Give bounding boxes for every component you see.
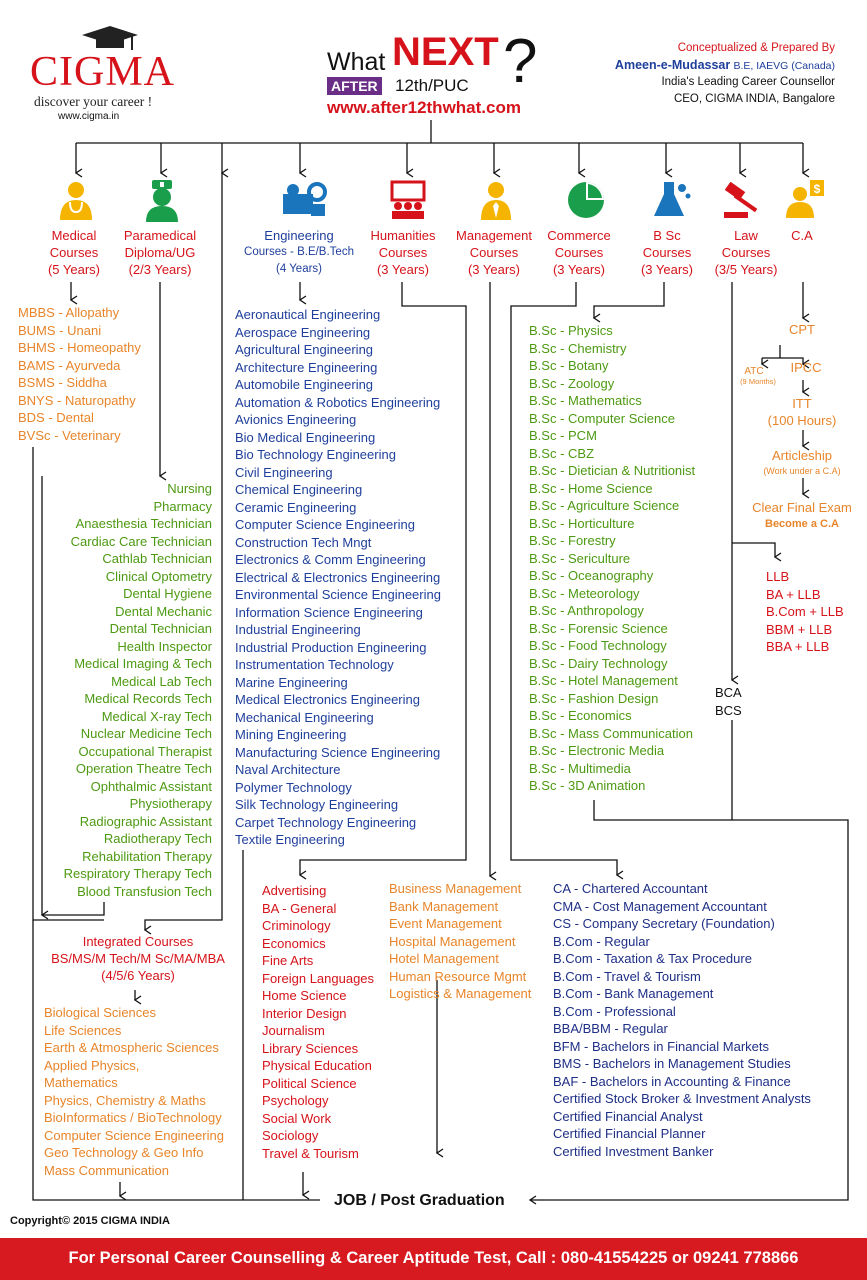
stream-paramedical-l2: Diploma/UG bbox=[124, 245, 196, 260]
stream-commerce-l1: Commerce bbox=[547, 228, 611, 243]
list-item: Radiographic Assistant bbox=[79, 813, 212, 829]
stream-engineering-l3: (4 Years) bbox=[275, 263, 323, 275]
list-item: Silk Technology Engineering bbox=[235, 797, 399, 812]
list-item: BDS - Dental bbox=[18, 410, 94, 425]
stream-humanities-l3: (3 Years) bbox=[376, 262, 430, 277]
brand-url[interactable]: www.cigma.in bbox=[58, 111, 120, 122]
list-item: B.Sc - Agriculture Science bbox=[529, 498, 680, 513]
stream-ca-l1: C.A bbox=[791, 228, 813, 243]
list-item: Sociology bbox=[262, 1128, 319, 1143]
list-item: Computer Science Engineering bbox=[44, 1127, 224, 1143]
svg-text:$: $ bbox=[813, 182, 821, 196]
list-item: BSMS - Siddha bbox=[18, 375, 107, 390]
list-item: Information Science Engineering bbox=[235, 604, 423, 620]
stream-humanities-l1: Humanities bbox=[370, 228, 436, 243]
stream-paramedical-l3: (2/3 Years) bbox=[128, 262, 192, 277]
title-after: AFTER bbox=[327, 77, 382, 95]
list-item: Biological Sciences bbox=[44, 1005, 157, 1020]
list-item: Operation Theatre Tech bbox=[75, 761, 212, 776]
stream-medical[interactable] bbox=[26, 227, 122, 278]
list-item: CMA - Cost Management Accountant bbox=[553, 898, 767, 914]
list-item: BHMS - Homeopathy bbox=[18, 340, 141, 355]
list-item: Hotel Management bbox=[389, 951, 499, 966]
stream-paramedical[interactable] bbox=[112, 227, 208, 278]
doctor-icon bbox=[58, 180, 94, 220]
list-item: BNYS - Naturopathy bbox=[18, 392, 136, 408]
title-next: NEXT bbox=[392, 30, 499, 74]
list-item: Aerospace Engineering bbox=[235, 324, 371, 340]
author-line bbox=[615, 57, 835, 75]
bsc-list bbox=[529, 322, 695, 795]
list-item: Logistics & Management bbox=[389, 986, 532, 1001]
stream-commerce-l3: (3 Years) bbox=[552, 262, 606, 277]
list-item: Respiratory Therapy Tech bbox=[63, 866, 212, 881]
title-site[interactable]: www.after12thwhat.com bbox=[327, 98, 521, 117]
list-item: Physics, Chemistry & Maths bbox=[44, 1092, 206, 1108]
list-item: Event Management bbox=[389, 916, 502, 931]
classroom-icon bbox=[388, 180, 428, 220]
list-item: Earth & Atmospheric Sciences bbox=[44, 1040, 219, 1055]
list-item: Bio Medical Engineering bbox=[235, 429, 376, 445]
list-item: B.Sc - Forensic Science bbox=[529, 620, 668, 636]
ca-articleship-sub: (Work under a C.A) bbox=[763, 466, 841, 476]
list-item: Mass Communication bbox=[44, 1162, 169, 1178]
list-item: BioInformatics / BioTechnology bbox=[44, 1110, 222, 1125]
ca-cpt: CPT bbox=[789, 322, 815, 337]
list-item: Certified Financial Analyst bbox=[553, 1108, 703, 1124]
list-item: Home Science bbox=[262, 988, 347, 1003]
engineer-icon bbox=[281, 182, 327, 218]
list-item: Health Inspector bbox=[117, 638, 212, 654]
list-item: BUMS - Unani bbox=[18, 322, 102, 338]
list-item: B.Sc - Economics bbox=[529, 708, 632, 723]
stream-paramedical-l1: Paramedical bbox=[123, 228, 197, 243]
list-item: Nursing bbox=[167, 481, 212, 496]
prepared-label: Conceptualized & Prepared By bbox=[677, 42, 835, 54]
brand-name: CIGMA bbox=[30, 49, 176, 95]
stream-management-l2: Courses bbox=[469, 245, 519, 260]
list-item: Medical Electronics Engineering bbox=[235, 692, 420, 707]
ca-itt: ITT bbox=[792, 396, 812, 411]
list-item: Radiotherapy Tech bbox=[103, 831, 212, 846]
list-item: Chemical Engineering bbox=[235, 482, 363, 497]
stream-bsc-l1: B Sc bbox=[653, 228, 681, 243]
list-item: Textile Engineering bbox=[235, 832, 345, 847]
stream-bsc-l2: Courses bbox=[642, 245, 692, 260]
stream-law-l2: Courses bbox=[721, 245, 771, 260]
list-item: B.Sc - PCM bbox=[529, 428, 597, 443]
list-item: MBBS - Allopathy bbox=[18, 305, 120, 320]
list-item: Cathlab Technician bbox=[102, 551, 212, 566]
list-item: Mathematics bbox=[44, 1075, 118, 1090]
stream-bsc[interactable] bbox=[624, 227, 710, 278]
list-item: Automation & Robotics Engineering bbox=[235, 394, 441, 410]
list-item: Bio Technology Engineering bbox=[235, 447, 396, 462]
integrated-sub: BS/MS/M Tech/M Sc/MA/MBA bbox=[51, 951, 225, 966]
list-item: Criminology bbox=[262, 918, 331, 933]
list-item: BFM - Bachelors in Financial Markets bbox=[553, 1038, 770, 1054]
ca-ipcc: IPCC bbox=[790, 360, 822, 375]
list-item: Interior Design bbox=[262, 1005, 347, 1021]
list-item: CA - Chartered Accountant bbox=[553, 881, 708, 896]
ca-flow bbox=[740, 322, 864, 532]
manager-icon bbox=[481, 180, 511, 220]
list-item: Automobile Engineering bbox=[235, 377, 374, 392]
list-item: Polymer Technology bbox=[235, 779, 352, 795]
list-item: B.Sc - Sericulture bbox=[529, 550, 631, 566]
list-item: B.Sc - Chemistry bbox=[529, 340, 627, 356]
title-puc: 12th/PUC bbox=[395, 76, 469, 95]
humanities-list bbox=[262, 882, 374, 1162]
list-item: Occupational Therapist bbox=[78, 743, 212, 759]
list-item: B.Sc - Food Technology bbox=[529, 638, 667, 653]
bca-list bbox=[715, 684, 742, 719]
list-item: Dental Hygiene bbox=[123, 586, 212, 601]
footer-text: For Personal Career Counselling & Career Aptitude Test, Call : 080-41554225 or 09241 778866 bbox=[68, 1249, 799, 1267]
stream-medical-l3: (5 Years) bbox=[47, 262, 101, 277]
integrated-list bbox=[44, 1004, 224, 1179]
list-item: Computer Science Engineering bbox=[235, 517, 415, 532]
stream-commerce-l2: Courses bbox=[554, 245, 604, 260]
stream-law-l1: Law bbox=[734, 228, 758, 243]
list-item: B.Sc - Botany bbox=[529, 358, 609, 373]
list-item: Geo Technology & Geo Info bbox=[44, 1145, 204, 1160]
integrated-block bbox=[36, 933, 240, 984]
stream-humanities-l2: Courses bbox=[378, 245, 428, 260]
list-item: Library Sciences bbox=[262, 1040, 359, 1056]
list-item: B.Sc - Mass Communication bbox=[529, 725, 693, 741]
list-item: Dental Technician bbox=[109, 621, 212, 636]
list-item: Instrumentation Technology bbox=[235, 657, 394, 672]
list-item: Rehabilitation Therapy bbox=[82, 848, 212, 864]
list-item: Industrial Engineering bbox=[235, 622, 361, 637]
list-item: Civil Engineering bbox=[235, 464, 333, 480]
list-item: BBA + LLB bbox=[766, 639, 830, 654]
author-quals: B.E, IAEVG (Canada) bbox=[733, 59, 835, 72]
list-item: BBA/BBM - Regular bbox=[553, 1021, 668, 1036]
list-item: Psychology bbox=[262, 1093, 329, 1108]
pie-chart-icon bbox=[566, 180, 606, 220]
stream-engineering[interactable] bbox=[232, 227, 366, 278]
stream-ca[interactable] bbox=[772, 227, 832, 244]
list-item: Marine Engineering bbox=[235, 674, 348, 690]
paramedical-list bbox=[64, 480, 212, 900]
list-item: B.Sc - Electronic Media bbox=[529, 743, 665, 758]
engineering-list bbox=[235, 306, 441, 849]
list-item: Certified Financial Planner bbox=[553, 1126, 706, 1141]
title-what: What bbox=[327, 48, 386, 76]
gavel-icon bbox=[722, 182, 766, 220]
list-item: Business Management bbox=[389, 881, 522, 896]
list-item: B.Sc - Zoology bbox=[529, 375, 615, 391]
list-item: Construction Tech Mngt bbox=[235, 534, 372, 550]
list-item: BMS - Bachelors in Management Studies bbox=[553, 1056, 791, 1071]
list-item: Mining Engineering bbox=[235, 727, 347, 742]
author-block bbox=[615, 40, 835, 107]
stream-engineering-l2: Courses - B.E/B.Tech bbox=[244, 246, 354, 258]
copyright: Copyright© 2015 CIGMA INDIA bbox=[10, 1215, 170, 1227]
brand-logo[interactable] bbox=[20, 24, 180, 124]
list-item: CS - Company Secretary (Foundation) bbox=[553, 916, 775, 931]
list-item: Industrial Production Engineering bbox=[235, 639, 427, 655]
list-item: B.Sc - Oceanography bbox=[529, 568, 654, 583]
stream-management-l1: Management bbox=[456, 228, 532, 243]
author-role: India's Leading Career Counsellor bbox=[661, 76, 835, 88]
list-item: Life Sciences bbox=[44, 1022, 122, 1038]
list-item: Architecture Engineering bbox=[235, 359, 378, 375]
stream-medical-l1: Medical bbox=[51, 228, 97, 243]
list-item: Medical X-ray Tech bbox=[101, 708, 212, 724]
list-item: Medical Lab Tech bbox=[111, 673, 212, 689]
list-item: B.Sc - Dairy Technology bbox=[529, 655, 668, 671]
list-item: Environmental Science Engineering bbox=[235, 587, 441, 602]
accountant-icon bbox=[786, 180, 826, 220]
ca-final: Clear Final Exam bbox=[752, 500, 852, 515]
list-item: BVSc - Veterinary bbox=[18, 427, 121, 443]
ca-become: Become a C.A bbox=[765, 518, 839, 530]
list-item: Bank Management bbox=[389, 898, 499, 914]
author-name: Ameen-e-Mudassar bbox=[614, 57, 731, 72]
list-item: BCS bbox=[715, 702, 742, 718]
list-item: B.Com - Regular bbox=[553, 933, 650, 949]
list-item: Foreign Languages bbox=[262, 970, 375, 986]
list-item: B.Sc - Physics bbox=[529, 323, 613, 338]
stream-law-l3: (3/5 Years) bbox=[714, 262, 778, 277]
list-item: B.Com - Taxation & Tax Procedure bbox=[553, 951, 752, 966]
stream-commerce[interactable] bbox=[536, 227, 622, 278]
list-item: B.Sc - Computer Science bbox=[529, 410, 675, 426]
list-item: Dental Mechanic bbox=[115, 603, 212, 619]
list-item: Electronics & Comm Engineering bbox=[235, 552, 426, 567]
list-item: Fine Arts bbox=[262, 953, 314, 968]
list-item: Hospital Management bbox=[389, 933, 516, 949]
stream-management[interactable] bbox=[446, 227, 542, 278]
list-item: BA - General bbox=[262, 900, 337, 916]
list-item: Nuclear Medicine Tech bbox=[80, 726, 212, 741]
list-item: BAF - Bachelors in Accounting & Finance bbox=[553, 1073, 791, 1089]
list-item: B.Sc - Home Science bbox=[529, 480, 653, 496]
list-item: Avionics Engineering bbox=[235, 412, 357, 427]
list-item: B.Com - Bank Management bbox=[553, 986, 714, 1001]
list-item: BA + LLB bbox=[766, 586, 821, 602]
integrated-years: (4/5/6 Years) bbox=[101, 968, 175, 983]
stream-bsc-l3: (3 Years) bbox=[640, 262, 694, 277]
brand-tagline: discover your career ! bbox=[34, 94, 153, 109]
integrated-title: Integrated Courses bbox=[82, 934, 194, 949]
management-list bbox=[389, 880, 531, 1003]
list-item: Carpet Technology Engineering bbox=[235, 814, 417, 830]
list-item: Agricultural Engineering bbox=[235, 342, 374, 357]
list-item: B.Sc - Anthropology bbox=[529, 603, 644, 618]
list-item: B.Sc - Horticulture bbox=[529, 515, 635, 531]
author-company: CEO, CIGMA INDIA, Bangalore bbox=[673, 92, 835, 105]
list-item: B.Sc - Meteorology bbox=[529, 585, 640, 601]
list-item: BCA bbox=[715, 685, 742, 700]
list-item: B.Sc - Forestry bbox=[529, 533, 616, 548]
job-label: JOB / Post Graduation bbox=[334, 1192, 505, 1209]
list-item: Ophthalmic Assistant bbox=[90, 778, 212, 794]
flask-icon bbox=[652, 180, 692, 220]
list-item: B.Com - Professional bbox=[553, 1003, 676, 1019]
list-item: Manufacturing Science Engineering bbox=[235, 744, 441, 760]
list-item: Travel & Tourism bbox=[262, 1145, 359, 1161]
list-item: B.Sc - CBZ bbox=[529, 445, 595, 461]
commerce-list bbox=[553, 880, 811, 1160]
list-item: B.Sc - Dietician & Nutritionist bbox=[529, 463, 696, 478]
list-item: LLB bbox=[766, 569, 790, 584]
medical-list bbox=[18, 304, 141, 444]
list-item: Advertising bbox=[262, 883, 327, 898]
list-item: BAMS - Ayurveda bbox=[18, 357, 121, 373]
list-item: B.Com + LLB bbox=[766, 604, 844, 619]
list-item: Mechanical Engineering bbox=[235, 709, 374, 725]
stream-humanities[interactable] bbox=[360, 227, 446, 278]
list-item: B.Sc - 3D Animation bbox=[529, 778, 646, 793]
list-item: Blood Transfusion Tech bbox=[77, 883, 212, 899]
title-question: ? bbox=[503, 27, 538, 96]
title-block bbox=[325, 27, 555, 125]
list-item: Ceramic Engineering bbox=[235, 499, 357, 515]
ca-itt-sub: (100 Hours) bbox=[767, 413, 837, 428]
law-list bbox=[766, 568, 844, 656]
nurse-icon bbox=[146, 180, 178, 222]
list-item: Medical Imaging & Tech bbox=[74, 656, 212, 671]
list-item: Human Resource Mgmt bbox=[389, 968, 527, 984]
list-item: Medical Records Tech bbox=[84, 691, 212, 706]
list-item: B.Sc - Multimedia bbox=[529, 760, 631, 776]
list-item: Physical Education bbox=[262, 1058, 372, 1073]
list-item: Applied Physics, bbox=[44, 1057, 140, 1073]
ca-atc-sub: (9 Months) bbox=[740, 377, 776, 386]
list-item: BBM + LLB bbox=[766, 621, 833, 637]
list-item: Physiotherapy bbox=[129, 796, 212, 811]
list-item: B.Sc - Hotel Management bbox=[529, 673, 678, 688]
stream-engineering-l1: Engineering bbox=[264, 228, 334, 243]
list-item: Economics bbox=[262, 935, 326, 951]
list-item: Naval Architecture bbox=[235, 762, 341, 777]
list-item: Pharmacy bbox=[153, 498, 212, 514]
list-item: B.Com - Travel & Tourism bbox=[553, 968, 701, 984]
stream-management-l3: (3 Years) bbox=[467, 262, 521, 277]
list-item: Certified Stock Broker & Investment Analysts bbox=[553, 1091, 811, 1106]
list-item: B.Sc - Fashion Design bbox=[529, 690, 659, 706]
ca-atc: ATC bbox=[744, 366, 764, 377]
list-item: Journalism bbox=[262, 1023, 325, 1038]
list-item: Anaesthesia Technician bbox=[75, 516, 212, 531]
list-item: Electrical & Electronics Engineering bbox=[235, 569, 441, 585]
list-item: Aeronautical Engineering bbox=[235, 307, 381, 322]
list-item: Political Science bbox=[262, 1075, 357, 1091]
footer-bar[interactable] bbox=[0, 1238, 867, 1280]
list-item: Certified Investment Banker bbox=[553, 1143, 714, 1159]
ca-articleship: Articleship bbox=[772, 448, 832, 463]
stream-medical-l2: Courses bbox=[49, 245, 99, 260]
list-item: Clinical Optometry bbox=[105, 568, 212, 584]
list-item: B.Sc - Mathematics bbox=[529, 393, 642, 408]
list-item: Social Work bbox=[262, 1110, 332, 1126]
list-item: Cardiac Care Technician bbox=[70, 533, 212, 549]
